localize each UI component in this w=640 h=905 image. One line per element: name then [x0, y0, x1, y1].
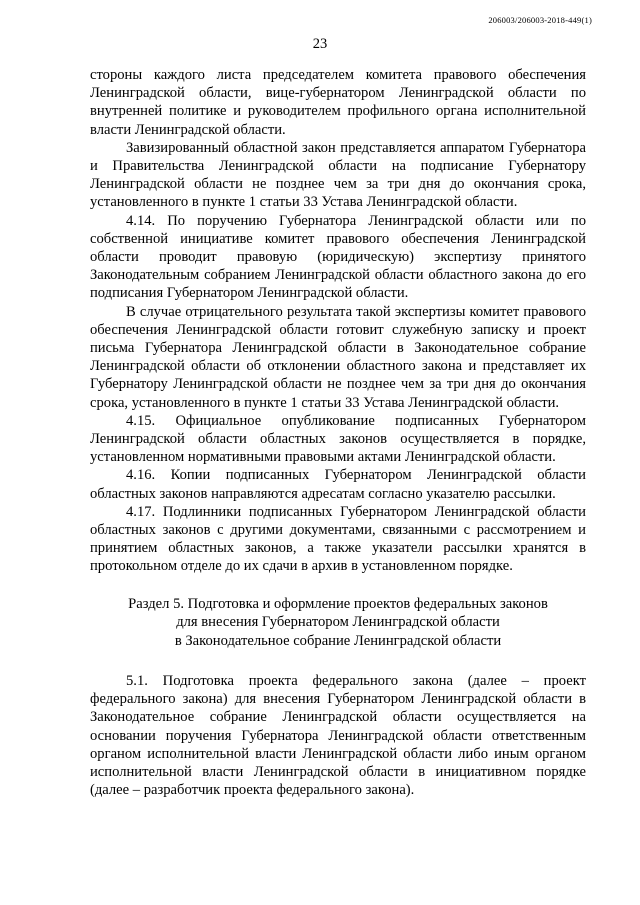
section-heading-line: для внесения Губернатором Ленинградской области [176, 614, 500, 631]
section-heading [90, 595, 586, 650]
paragraph: 4.14. По поручению Губернатора Ленинградской области или по собственной инициативе комитет правового обеспечения Ленинградской области проводит правовую (юридическую) экспертизу принятого Законодательным собранием Ленинградской области областного закона до его подписания Губернатором Ленинградской области. [90, 212, 586, 302]
paragraph: 4.15. Официальное опубликование подписанных Губернатором Ленинградской области областных законов осуществляется в порядке, установленном нормативными правовыми актами Ленинградской области. [90, 412, 586, 466]
paragraph: 4.16. Копии подписанных Губернатором Ленинградской области областных законов направляются адресатам согласно указателю рассылки. [90, 467, 586, 502]
section-heading-line: Раздел 5. Подготовка и оформление проектов федеральных законов [128, 595, 548, 612]
page-number: 23 [312, 36, 328, 52]
document-body [90, 66, 586, 799]
paragraph: 5.1. Подготовка проекта федерального закона (далее – проект федерального закона) для внесения Губернатором Ленинградской области в Законодательное собрание Ленинградской области осуществляется на основании поручения Губернатора Ленинградской области ответственным органом исполнительной власти Ленинградской области либо иным органом исполнительной власти Ленинградской области в инициативном порядке (далее – разработчик проекта федерального закона). [90, 672, 586, 799]
section-heading-line: в Законодательное собрание Ленинградской области [174, 632, 502, 649]
paragraph: 4.17. Подлинники подписанных Губернатором Ленинградской области областных законов с другими документами, связанными с рассмотрением и принятием областных законов, а также указатели рассылки хранятся в протокольном отделе до их сдачи в архив в установленном порядке. [90, 503, 586, 575]
paragraph: стороны каждого листа председателем комитета правового обеспечения Ленинградской области, вице-губернатором Ленинградской области по внутренней политике и руководителем профильного органа исполнительной власти Ленинградской области. [90, 67, 586, 138]
paragraph: Завизированный областной закон представляется аппаратом Губернатора и Правительства Ленинградской области на подписание Губернатору Ленинградской области не позднее чем за три дня до окончания срока, установленного в пункте 1 статьи 33 Устава Ленинградской области. [90, 139, 586, 211]
document-code: 206003/206003-2018-449(1) [488, 15, 592, 25]
paragraph: В случае отрицательного результата такой экспертизы комитет правового обеспечения Ленинградской области готовит служебную записку и проект письма Губернатора Ленинградской области в Законодательное собрание Ленинградской области об отклонении областного закона и представляет их Губернатору Ленинградской области не позднее чем за три дня до окончания срока, установленного в пункте 1 статьи 33 Устава Ленинградской области. [90, 303, 586, 411]
